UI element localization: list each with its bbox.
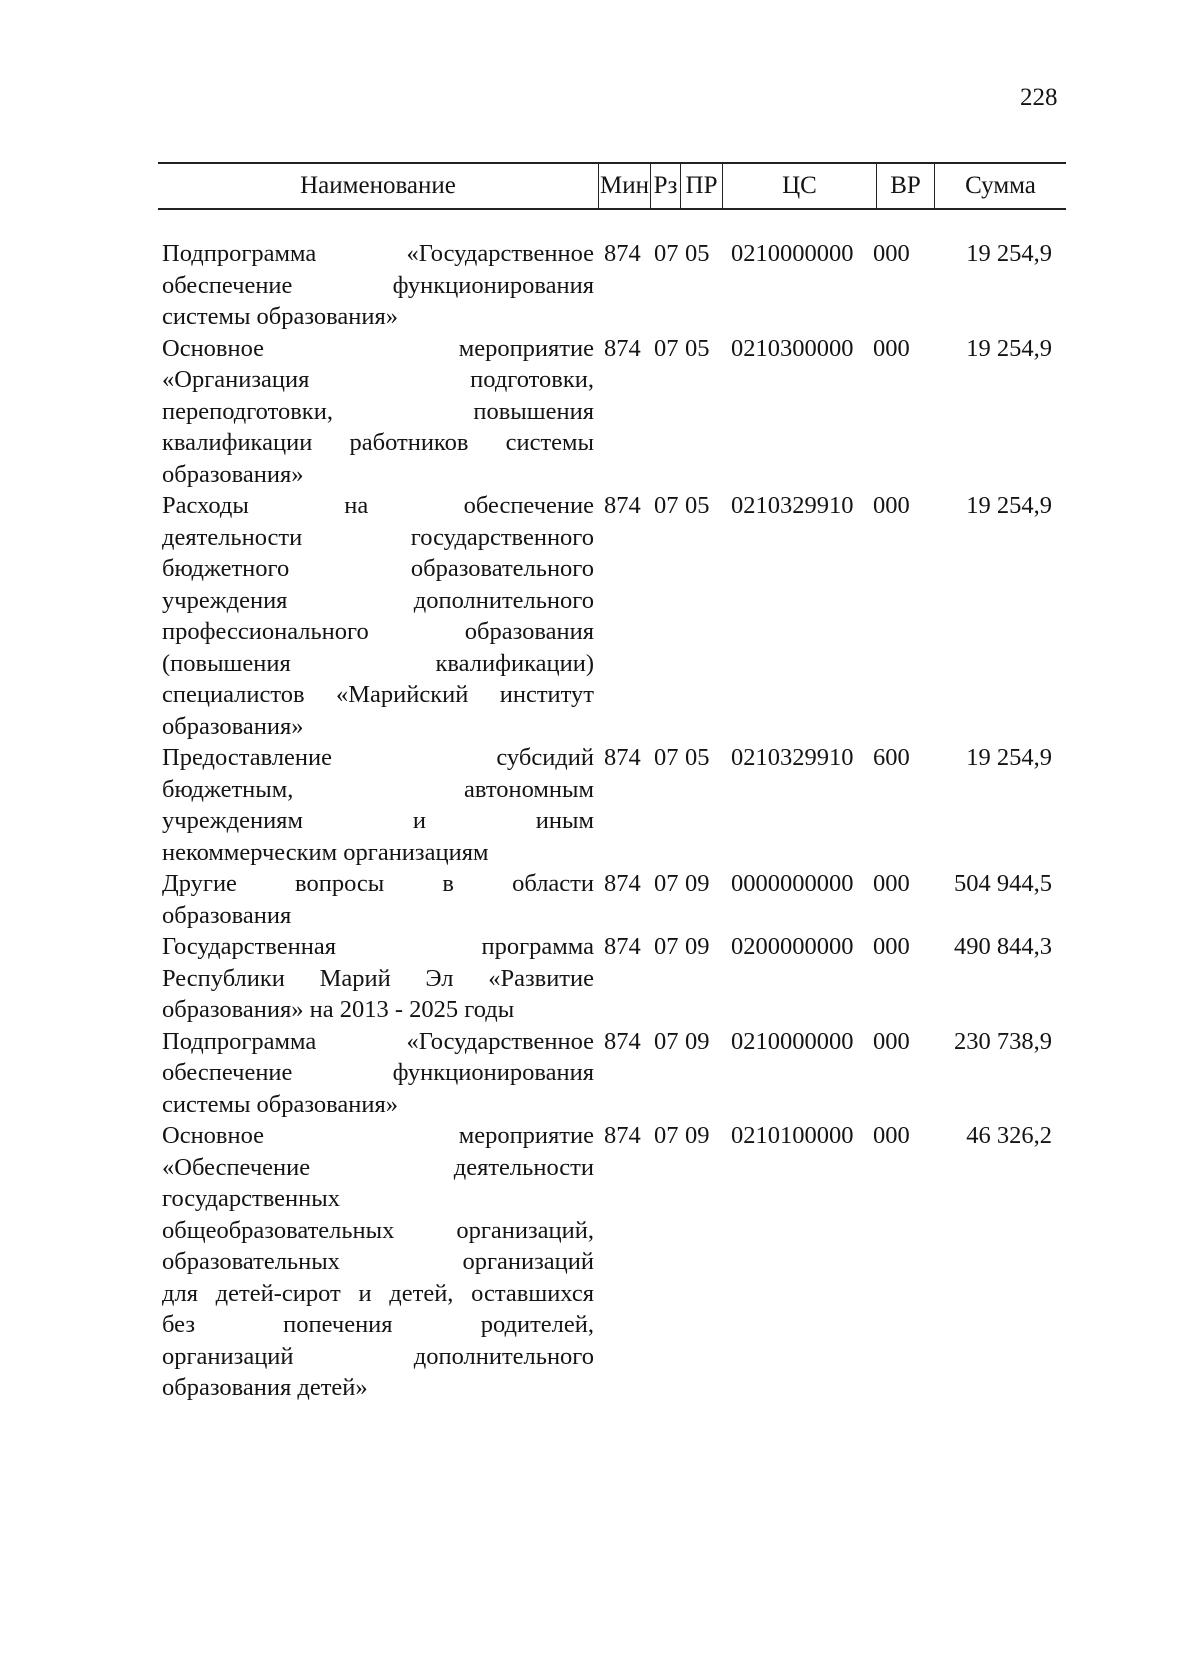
row-name-line: обеспечение функционирования (162, 1059, 594, 1086)
row-cs: 0000000000 (731, 870, 854, 897)
page-number: 228 (1020, 84, 1058, 111)
row-name-line: государственных (162, 1185, 340, 1212)
row-sum: 19 254,9 (966, 744, 1052, 771)
row-pr: 05 (685, 334, 710, 362)
row-name-line: общеобразовательных организаций, (162, 1216, 594, 1244)
row-name-line: профессионального образования (162, 618, 594, 645)
row-name-line: образования детей» (162, 1374, 368, 1401)
row-name-line: Другие вопросы в области (162, 870, 594, 897)
row-pr: 05 (685, 492, 710, 519)
row-pr: 05 (685, 744, 710, 771)
row-vr: 600 (873, 744, 910, 771)
row-cs: 0210329910 (731, 744, 854, 771)
row-cs: 0210000000 (731, 240, 854, 267)
table-row (162, 490, 1082, 742)
row-min: 874 (604, 870, 641, 897)
row-pr: 09 (685, 1027, 710, 1055)
row-name-line: некоммерческим организациям (162, 838, 489, 866)
row-name-line: «Организация подготовки, (162, 366, 594, 393)
row-name (162, 742, 594, 868)
row-name-line: образовательных организаций (162, 1248, 594, 1275)
row-pr: 09 (685, 870, 710, 897)
row-codes (604, 490, 923, 522)
row-name (162, 868, 594, 931)
row-rz: 07 (654, 933, 679, 960)
row-name-line: «Обеспечение деятельности (162, 1153, 594, 1181)
row-vr: 000 (873, 1122, 910, 1149)
row-name-line: Подпрограмма «Государственное (162, 240, 594, 267)
header-cs: ЦС (722, 164, 876, 208)
row-rz: 07 (654, 1122, 679, 1149)
row-name-line: образования» на 2013 - 2025 годы (162, 996, 515, 1023)
row-name-line: для детей-сирот и детей, оставшихся (162, 1279, 594, 1307)
row-min: 874 (604, 1027, 641, 1055)
header-sum: Сумма (934, 164, 1066, 208)
row-sum: 46 326,2 (966, 1122, 1052, 1149)
row-pr: 09 (685, 1122, 710, 1149)
row-name-line: образования» (162, 712, 304, 740)
row-rz: 07 (654, 744, 679, 771)
row-min: 874 (604, 1122, 641, 1149)
row-vr: 000 (873, 492, 910, 519)
row-name-line: Государственная программа (162, 933, 594, 960)
row-name-line: Подпрограмма «Государственное (162, 1027, 594, 1055)
row-rz: 07 (654, 240, 679, 267)
row-name-line: деятельности государственного (162, 523, 594, 551)
row-cs: 0210100000 (731, 1122, 854, 1149)
header-name: Наименование (300, 172, 456, 199)
row-sum: 19 254,9 (966, 334, 1052, 362)
row-name-line: бюджетным, автономным (162, 775, 594, 803)
row-cs: 0210300000 (731, 334, 854, 362)
row-min: 874 (604, 334, 641, 362)
row-name-line: организаций дополнительного (162, 1342, 594, 1370)
row-name-line: системы образования» (162, 303, 399, 330)
row-name-line: Республики Марий Эл «Развитие (162, 964, 594, 992)
table-row (162, 333, 1082, 491)
header-vr: ВР (876, 164, 934, 208)
row-name (162, 333, 594, 491)
row-sum: 19 254,9 (966, 492, 1052, 519)
header-min: Мин (598, 164, 650, 208)
table-body (162, 238, 1082, 1404)
row-pr: 09 (685, 933, 710, 960)
row-name-line: образования» (162, 460, 304, 488)
row-vr: 000 (873, 933, 910, 960)
row-codes (604, 333, 923, 365)
row-sum: 230 738,9 (954, 1027, 1052, 1055)
header-rz: Рз (650, 164, 680, 208)
row-name-line: системы образования» (162, 1090, 399, 1118)
table-row (162, 1026, 1082, 1121)
row-vr: 000 (873, 334, 910, 362)
row-rz: 07 (654, 334, 679, 362)
row-rz: 07 (654, 870, 679, 897)
row-sum: 504 944,5 (954, 870, 1052, 897)
row-vr: 000 (873, 240, 910, 267)
table-row (162, 742, 1082, 868)
row-name-line: переподготовки, повышения (162, 397, 594, 425)
row-name (162, 238, 594, 333)
row-name-line: (повышения квалификации) (162, 649, 594, 677)
row-sum: 19 254,9 (966, 240, 1052, 267)
row-name-line: обеспечение функционирования (162, 271, 594, 299)
table-row (162, 931, 1082, 1026)
row-codes (604, 1026, 923, 1058)
row-min: 874 (604, 240, 641, 267)
row-name-line: бюджетного образовательного (162, 555, 594, 582)
row-name (162, 931, 594, 1026)
row-name-line: без попечения родителей, (162, 1311, 594, 1338)
row-vr: 000 (873, 870, 910, 897)
row-name-line: Расходы на обеспечение (162, 492, 594, 519)
row-vr: 000 (873, 1027, 910, 1055)
row-codes (604, 868, 923, 900)
row-name (162, 490, 594, 742)
row-codes (604, 238, 923, 270)
header-pr: ПР (680, 164, 722, 208)
row-codes (604, 931, 923, 963)
row-name-line: Основное мероприятие (162, 334, 594, 362)
row-name-line: учреждениям и иным (162, 807, 594, 834)
row-name-line: квалификации работников системы (162, 429, 594, 456)
table-row (162, 238, 1082, 333)
row-name-line: образования (162, 901, 292, 929)
row-name-line: специалистов «Марийский институт (162, 681, 594, 708)
table-row (162, 1120, 1082, 1404)
row-codes (604, 742, 923, 774)
row-cs: 0210329910 (731, 492, 854, 519)
row-min: 874 (604, 933, 641, 960)
row-name (162, 1026, 594, 1121)
row-name-line: Предоставление субсидий (162, 744, 594, 771)
row-min: 874 (604, 492, 641, 519)
row-name (162, 1120, 594, 1404)
row-min: 874 (604, 744, 641, 771)
row-rz: 07 (654, 1027, 679, 1055)
row-sum: 490 844,3 (954, 933, 1052, 960)
table-row (162, 868, 1082, 931)
row-cs: 0200000000 (731, 933, 854, 960)
row-rz: 07 (654, 492, 679, 519)
row-cs: 0210000000 (731, 1027, 854, 1055)
table-header (158, 162, 1066, 210)
row-name-line: учреждения дополнительного (162, 586, 594, 614)
row-name-line: Основное мероприятие (162, 1122, 594, 1149)
row-codes (604, 1120, 923, 1152)
row-pr: 05 (685, 240, 710, 267)
